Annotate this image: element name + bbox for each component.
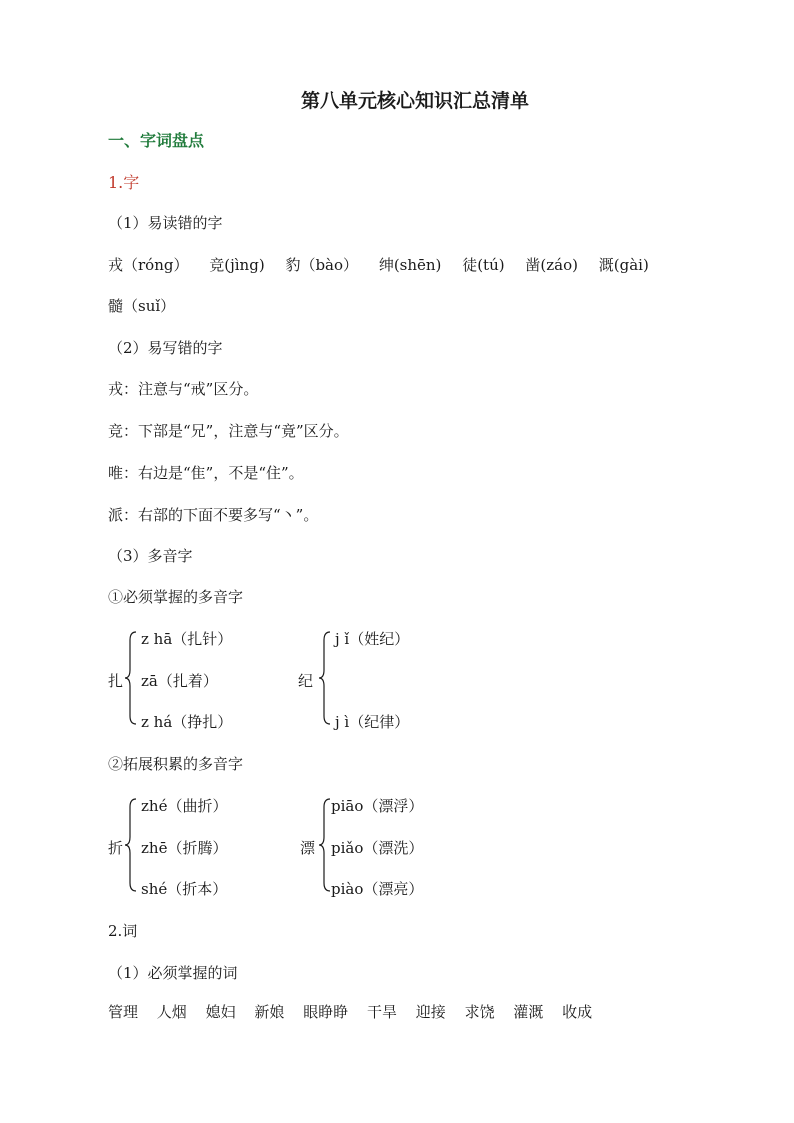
polyphone-reading: z há（挣扎） [141, 713, 233, 731]
polyphone-char: 纪 [298, 672, 314, 690]
polyphone-reading: piào（漂亮） [331, 880, 424, 898]
polyphone-reading: z hā（扎针） [141, 630, 233, 648]
polyphone-reading: shé（折本） [141, 880, 228, 898]
easy-write-line: 戎：注意与“戒”区分。 [108, 380, 259, 398]
easy-read-char: 竞(jìng) [209, 256, 265, 274]
subheading-ci: 2.词 [108, 922, 138, 940]
polyphone-reading: piāo（漂浮） [331, 797, 424, 815]
polyphone-reading: j ì（纪律） [335, 713, 410, 731]
polyphone-reading: piǎo（漂洗） [331, 839, 424, 857]
word-item: 人烟 [156, 1003, 187, 1021]
easy-read-char: 凿(záo) [525, 256, 578, 274]
brace-icon [124, 797, 138, 893]
polyphone-reading: j ǐ（姓纪） [335, 630, 410, 648]
polyphone-char: 扎 [108, 672, 124, 690]
polyphone-char: 折 [108, 839, 124, 857]
brace-icon [318, 630, 332, 726]
section-heading-1: 一、字词盘点 [108, 131, 205, 150]
polyphone-reading: zhé（曲折） [141, 797, 228, 815]
brace-icon [318, 797, 332, 893]
easy-write-line: 竞：下部是“兄”，注意与“竟”区分。 [108, 422, 349, 440]
brace-icon [124, 630, 138, 726]
word-item: 管理 [108, 1003, 139, 1021]
word-item: 灌溉 [513, 1003, 544, 1021]
easy-read-char: 绅(shēn) [378, 256, 442, 274]
extend-polyphone-heading: ②拓展积累的多音字 [108, 755, 244, 773]
subheading-zi: 1.字 [108, 173, 140, 192]
easy-read-char: 戎（róng） [108, 256, 189, 274]
must-word-list [108, 1001, 606, 1022]
easy-read-char: 豹（bào） [285, 256, 359, 274]
easy-read-char: 髓（suǐ） [108, 297, 176, 315]
easy-read-char: 徒(tú) [462, 256, 505, 274]
word-item: 迎接 [415, 1003, 446, 1021]
easy-read-heading: （1）易读错的字 [108, 214, 223, 232]
word-item: 媳妇 [205, 1003, 236, 1021]
polyphone-reading: zā（扎着） [141, 672, 218, 690]
polyphone-char: 漂 [300, 839, 316, 857]
easy-write-line: 唯：右边是“隹”，不是“住”。 [108, 464, 304, 482]
easy-read-char-list [108, 254, 665, 275]
polyphone-heading: （3）多音字 [108, 547, 193, 565]
must-polyphone-heading: ①必须掌握的多音字 [108, 588, 244, 606]
easy-write-line: 派：右部的下面不要多写“丶”。 [108, 506, 319, 524]
polyphone-reading: zhē（折腾） [141, 839, 228, 857]
easy-write-heading: （2）易写错的字 [108, 339, 223, 357]
must-words-heading: （1）必须掌握的词 [108, 964, 238, 982]
word-item: 眼睁睁 [303, 1003, 349, 1021]
word-item: 新娘 [254, 1003, 285, 1021]
word-item: 干旱 [366, 1003, 397, 1021]
easy-read-char: 溉(gài) [598, 256, 649, 274]
word-item: 收成 [562, 1003, 593, 1021]
page-title: 第八单元核心知识汇总清单 [300, 90, 529, 112]
word-item: 求饶 [464, 1003, 495, 1021]
